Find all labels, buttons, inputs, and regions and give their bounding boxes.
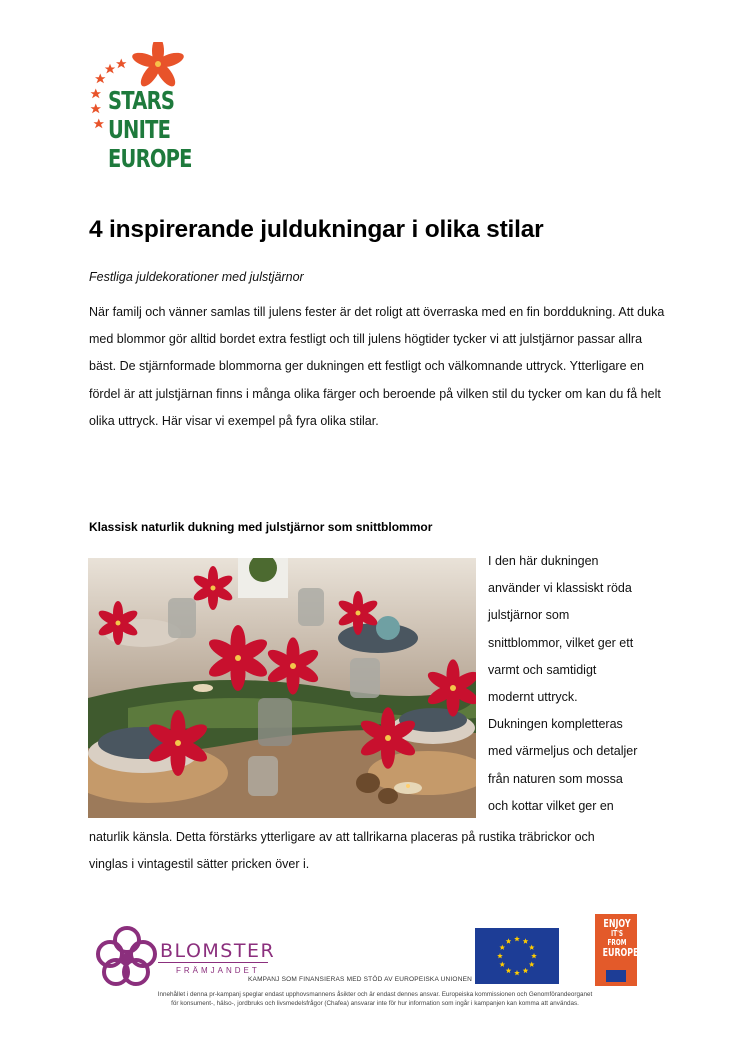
side-line: Dukningen kompletteras bbox=[488, 717, 623, 732]
enjoy-line-1: ENJOY bbox=[603, 917, 631, 930]
logo-wordmark bbox=[108, 86, 192, 173]
subtitle: Festliga juldekorationer med julstjärnor bbox=[89, 270, 304, 284]
enjoy-line-3: EUROPE bbox=[602, 946, 639, 959]
side-line: varmt och samtidigt bbox=[488, 662, 597, 677]
side-line: använder vi klassiskt röda bbox=[488, 581, 632, 596]
blomster-flower-logo bbox=[96, 926, 158, 988]
cont-line: vinglas i vintagestil sätter pricken över i. bbox=[89, 857, 310, 872]
table-setting-photo bbox=[88, 558, 476, 818]
logo-line-1: STARS bbox=[108, 86, 175, 115]
eu-flag-icon bbox=[475, 928, 559, 984]
side-line: modernt uttryck. bbox=[488, 690, 578, 705]
section-heading: Klassisk naturlik dukning med julstjärnor som snittblommor bbox=[89, 520, 433, 534]
side-line: och kottar vilket ger en bbox=[488, 798, 614, 813]
divider bbox=[158, 962, 268, 963]
mini-eu-flag-icon bbox=[606, 970, 626, 982]
disclaimer-line-1: Innehållet i denna pr-kampanj speglar endast upphovsmannens åsikter och är endast dennes ansvar. Europeiska kommissionen och Genomförandeorganet bbox=[157, 991, 593, 998]
side-line: från naturen som mossa bbox=[488, 771, 623, 786]
enjoy-europe-text bbox=[602, 917, 639, 959]
section-continued-text bbox=[89, 824, 689, 878]
page-title: 4 inspirerande juldukningar i olika stilar bbox=[89, 216, 544, 243]
blomster-subtitle: FRÄMJANDET bbox=[176, 966, 260, 975]
logo-line-3: EUROPE bbox=[108, 144, 192, 173]
disclaimer bbox=[100, 990, 650, 1008]
side-line: med värmeljus och detaljer bbox=[488, 744, 638, 759]
section-side-text bbox=[488, 548, 668, 820]
side-line: I den här dukningen bbox=[488, 554, 599, 568]
intro-paragraph: När familj och vänner samlas till julens fester är det roligt att överraska med en fin borddukning. Att duka med blommor gör alltid bordet extra festligt och till julens högtider tycker vi att julstjärnor passar allra bäst. De stjärnformade blommorna ger dukningen ett festligt och välkomnande uttryck. Ytterligare en fördel är att julstjärnan finns i många olika färger och beroende på vilken stil du tycker om kan du få helt olika uttryck. Här visar vi exempel på fyra olika stilar. bbox=[89, 305, 665, 428]
disclaimer-line-2: för konsument-, hälso-, jordbruks och livsmedelsfrågor (Chafea) ansvarar inte för hur information som ingår i kampanjen kan komma att användas. bbox=[171, 1000, 579, 1007]
enjoy-line-2: IT'S FROM bbox=[607, 929, 627, 947]
blomster-wordmark: BLOMSTER bbox=[160, 940, 276, 962]
campaign-notice: KAMPANJ SOM FINANSIERAS MED STÖD AV EUROPEISKA UNIONEN bbox=[248, 976, 473, 983]
side-line: julstjärnor som bbox=[488, 608, 570, 623]
logo-line-2: UNITE bbox=[108, 115, 171, 144]
side-line: snittblommor, vilket ger ett bbox=[488, 635, 634, 650]
cont-line: naturlik känsla. Detta förstärks ytterligare av att tallrikarna placeras på rustika träbrickor och bbox=[89, 830, 595, 844]
